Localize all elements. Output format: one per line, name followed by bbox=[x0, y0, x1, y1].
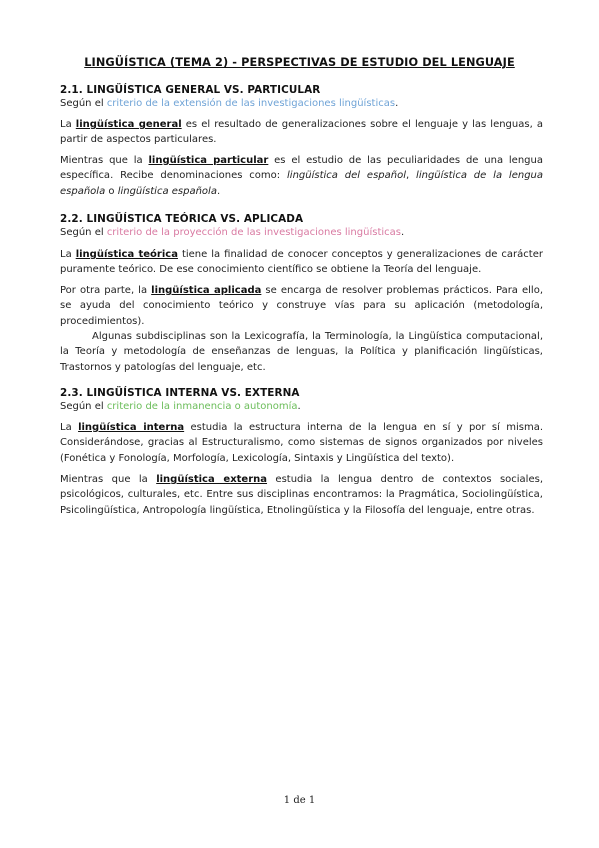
document-title: LINGÜÍSTICA (TEMA 2) - PERSPECTIVAS DE ESTUDIO DEL LENGUAJE bbox=[84, 56, 515, 69]
criterio-suffix: . bbox=[297, 401, 301, 412]
paragraph-interna: La lingüística interna estudia la estructura interna de la lengua en sí y por sí misma. Considerándose, gracias al Estructuralismo, como sistemas de signos organizados por niveles (Fonética y Fonología, Morfología, Lexicología, Sintaxis y Lingüística del texto). bbox=[60, 422, 543, 464]
criterio-prefix: Según el bbox=[60, 227, 107, 238]
criterio-suffix: . bbox=[400, 227, 405, 238]
paragraph-aplicada: Por otra parte, la lingüística aplicada se encarga de resolver problemas prácticos. Para ello, se ayuda del conocimiento teórico y construye vías para su aplicación (metodología, procedimientos). bbox=[60, 285, 543, 327]
criterio-line-2-3 bbox=[60, 401, 301, 412]
term-particular: lingüística particular bbox=[148, 155, 269, 166]
criterio-text: criterio de la extensión de las investigaciones lingüísticas bbox=[106, 98, 396, 109]
paragraph-teorica: La lingüística teórica tiene la finalidad de conocer conceptos y generalizaciones de carácter puramente teórico. De ese conocimiento científico se obtiene la Teoría del lenguaje. bbox=[60, 249, 543, 276]
criterio-prefix: Según el bbox=[60, 401, 107, 412]
section-heading-2-2: 2.2. LINGÜÍSTICA TEÓRICA VS. APLICADA bbox=[60, 213, 304, 225]
term-externa: lingüística externa bbox=[156, 474, 268, 485]
paragraph-general: La lingüística general es el resultado de generalizaciones sobre el lenguaje y las lenguas, a partir de aspectos particulares. bbox=[60, 119, 543, 146]
paragraph-particular: Mientras que la lingüística particular es el estudio de las peculiaridades de una lengua específica. Recibe denominaciones como: lingüística del español, lingüística de la lengua española o lingüística española. bbox=[60, 155, 544, 197]
term-interna: lingüística interna bbox=[78, 422, 185, 433]
criterio-prefix: Según el bbox=[60, 98, 107, 109]
criterio-suffix: . bbox=[395, 98, 399, 109]
section-heading-2-1: 2.1. LINGÜÍSTICA GENERAL VS. PARTICULAR bbox=[60, 84, 321, 96]
criterio-text: criterio de la proyección de las investigaciones lingüísticas bbox=[106, 227, 401, 238]
term-aplicada: lingüística aplicada bbox=[151, 285, 262, 296]
section-heading-2-3: 2.3. LINGÜÍSTICA INTERNA VS. EXTERNA bbox=[60, 387, 300, 399]
term-general: lingüística general bbox=[75, 119, 182, 130]
term-teorica: lingüística teórica bbox=[75, 249, 178, 260]
paragraph-externa: Mientras que la lingüística externa estudia la lengua dentro de contextos sociales, psicológicos, culturales, etc. Entre sus disciplinas encontramos: la Pragmática, Sociolingüística, Psicolingüística, Antropología lingüística, Etnolingüística y la Filosofía del lenguaje, entre otras. bbox=[60, 474, 543, 516]
page-number: 1 de 1 bbox=[283, 795, 316, 806]
paragraph-subdisciplinas: Algunas subdisciplinas son la Lexicografía, la Terminología, la Lingüística computacional, la Teoría y metodología de enseñanzas de lenguas, la Política y planificación lingüísticas, Trastornos y patologías del lenguaje, etc. bbox=[60, 331, 543, 373]
criterio-text: criterio de la inmanencia o autonomía bbox=[106, 401, 298, 412]
criterio-line-2-1 bbox=[60, 98, 398, 109]
criterio-line-2-2 bbox=[60, 227, 404, 238]
